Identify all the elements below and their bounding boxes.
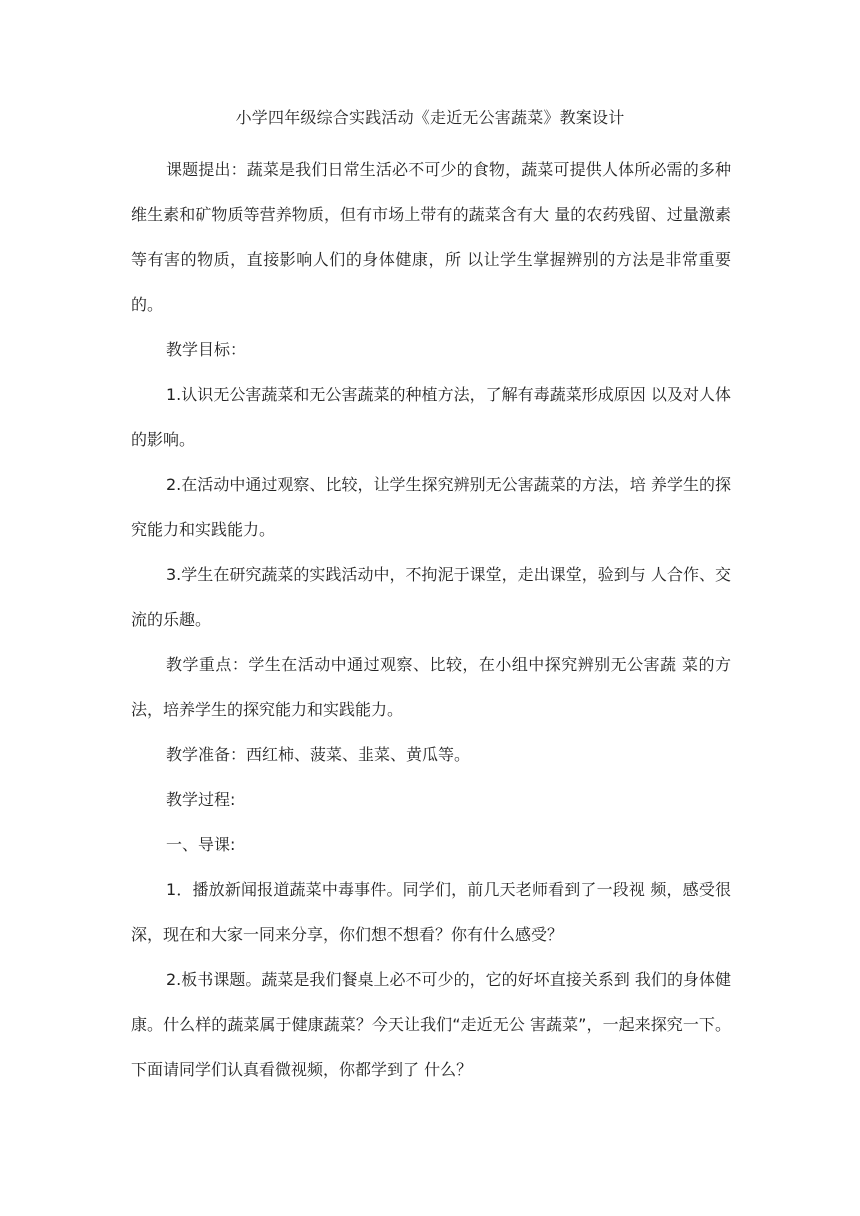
document-body bbox=[131, 147, 731, 1092]
paragraph-step-1: 1．播放新闻报道蔬菜中毒事件。同学们，前几天老师看到了一段视 频，感受很深，现在和大家一同来分享，你们想不想看？你有什么感受？ bbox=[131, 880, 731, 944]
paragraph-goals-heading: 教学目标： bbox=[166, 340, 247, 359]
paragraph-key-points: 教学重点：学生在活动中通过观察、比较，在小组中探究辨别无公害蔬 菜的方法，培养学生的探究能力和实践能力。 bbox=[131, 655, 731, 719]
paragraph-topic: 课题提出：蔬菜是我们日常生活必不可少的食物，蔬菜可提供人体所必需的多种维生素和矿物质等营养物质，但有市场上带有的蔬菜含有大 量的农药残留、过量激素等有害的物质，直接影响人们的身体健康，所 以让学生掌握辨别的方法是非常重要的。 bbox=[131, 160, 731, 314]
paragraph-goal-2: 2.在活动中通过观察、比较，让学生探究辨别无公害蔬菜的方法，培 养学生的探究能力和实践能力。 bbox=[131, 475, 731, 539]
document-title: 小学四年级综合实践活动《走近无公害蔬菜》教案设计 bbox=[235, 108, 625, 127]
paragraph-step-2: 2.板书课题。蔬菜是我们餐桌上必不可少的，它的好坏直接关系到 我们的身体健康。什么样的蔬菜属于健康蔬菜？今天让我们“走近无公 害蔬菜”，一起来探究一下。下面请同学们认真看微视频，你都学到了 什么？ bbox=[131, 970, 731, 1079]
paragraph-preparation: 教学准备：西红柿、菠菜、韭菜、黄瓜等。 bbox=[166, 745, 471, 764]
paragraph-process-heading: 教学过程: bbox=[166, 790, 236, 809]
paragraph-goal-3: 3.学生在研究蔬菜的实践活动中，不拘泥于课堂，走出课堂，验到与 人合作、交流的乐趣。 bbox=[131, 565, 731, 629]
paragraph-goal-1: 1.认识无公害蔬菜和无公害蔬菜的种植方法，了解有毒蔬菜形成原因 以及对人体的影响。 bbox=[131, 385, 731, 449]
paragraph-intro-heading: 一、导课: bbox=[166, 835, 236, 854]
